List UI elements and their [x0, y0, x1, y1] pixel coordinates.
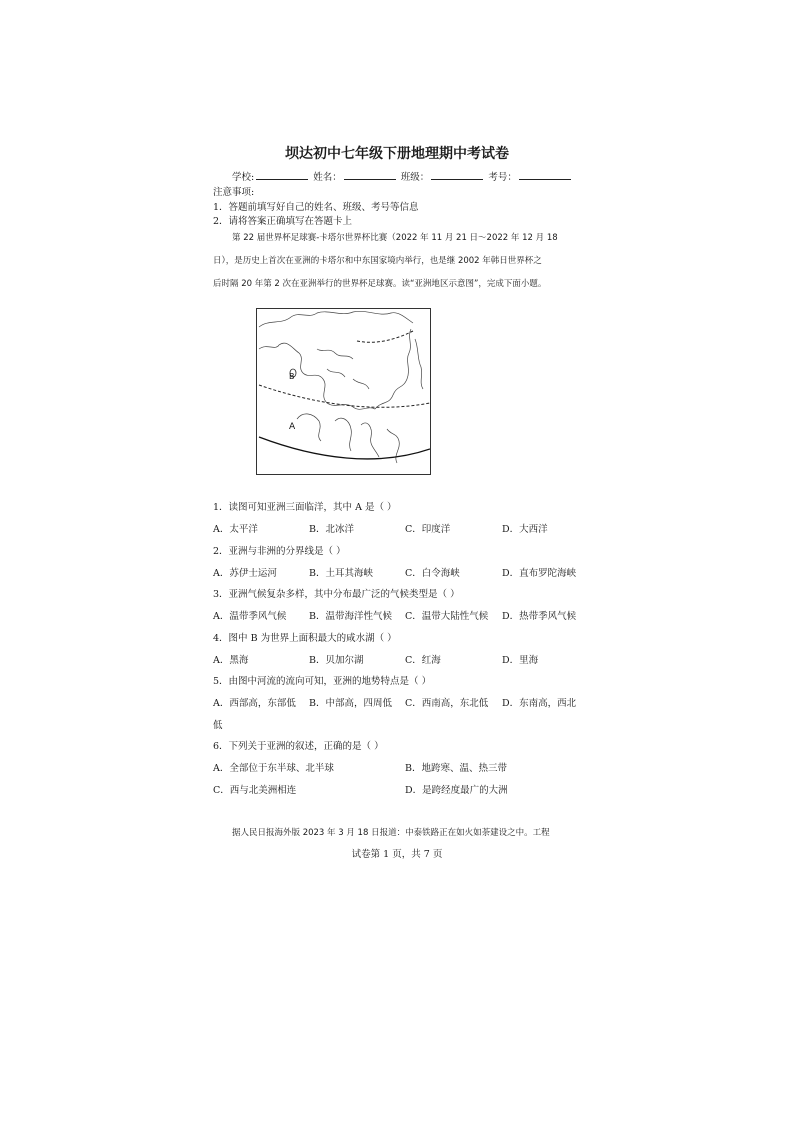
option-d[interactable]: D．大西洋 [502, 524, 548, 535]
option-d[interactable]: D．直布罗陀海峡 [502, 568, 577, 579]
note-item: 2．请将答案正确填写在答题卡上 [213, 216, 353, 227]
asia-map-drawing [257, 309, 430, 474]
exam-title: 坝达初中七年级下册地理期中考试卷 [285, 146, 509, 162]
option-d[interactable]: D．东南高，西北 [502, 698, 577, 709]
question-3-stem: 3．亚洲气候复杂多样，其中分布最广泛的气候类型是（ ） [213, 589, 460, 600]
eastern-coastline [375, 329, 411, 409]
option-c[interactable]: C．西南高，东北低 [405, 698, 489, 709]
river-line [353, 379, 369, 389]
arctic-coastline [259, 311, 413, 327]
river-line [317, 349, 353, 359]
option-a[interactable]: A．全部位于东半球、北半球 [213, 763, 334, 774]
tropic-line [259, 385, 430, 407]
option-a[interactable]: A．太平洋 [213, 524, 258, 535]
indochina-coast [361, 423, 379, 457]
option-d[interactable]: D．里海 [502, 655, 539, 666]
option-b[interactable]: B．土耳其海峡 [309, 568, 373, 579]
option-c[interactable]: C．红海 [405, 655, 441, 666]
arabia-coast [297, 414, 321, 441]
number-label: 考号： [488, 172, 517, 183]
kamchatka-coast [415, 339, 423, 389]
option-b[interactable]: B．温带海洋性气候 [309, 611, 392, 622]
intro-line: 后时隔 20 年第 2 次在亚洲举行的世界杯足球赛。读“亚洲地区示意图”，完成下面小题。 [213, 279, 547, 289]
class-blank[interactable] [431, 170, 483, 180]
notes-heading: 注意事项: [213, 187, 255, 198]
question-1-stem: 1．读图可知亚洲三面临洋，其中 A 是（ ） [213, 502, 397, 513]
question-5-stem: 5．由图中河流的流向可知，亚洲的地势特点是（ ） [213, 676, 432, 687]
option-c[interactable]: C．白令海峡 [405, 568, 460, 579]
option-c[interactable]: C．温带大陆性气候 [405, 611, 489, 622]
question-2-stem: 2．亚洲与非洲的分界线是（ ） [213, 546, 346, 557]
arctic-circle-line [357, 331, 413, 342]
option-c[interactable]: C．西与北美洲相连 [213, 785, 297, 796]
school-blank[interactable] [256, 170, 308, 180]
option-b[interactable]: B．北冰洋 [309, 524, 354, 535]
name-blank[interactable] [344, 170, 396, 180]
next-passage-line: 据人民日报海外版 2023 年 3 月 18 日报道：中泰铁路正在如火如荼建设之中。工程 [232, 828, 550, 838]
question-5-wrap: 低 [213, 720, 223, 731]
india-coast [335, 418, 351, 451]
note-item: 1．答题前填写好自己的姓名、班级、考号等信息 [213, 202, 419, 213]
intro-line: 第 22 届世界杯足球赛-卡塔尔世界杯比赛（2022 年 11 月 21 日～2022 年 12 月 18 [232, 233, 558, 243]
equator-line [259, 437, 430, 459]
option-a[interactable]: A．苏伊士运河 [213, 568, 277, 579]
option-c[interactable]: C．印度洋 [405, 524, 451, 535]
option-b[interactable]: B．贝加尔湖 [309, 655, 364, 666]
option-a[interactable]: A．黑海 [213, 655, 249, 666]
option-a[interactable]: A．温带季风气候 [213, 611, 287, 622]
option-a[interactable]: A．西部高，东部低 [213, 698, 296, 709]
map-label-b: B [289, 372, 295, 381]
western-coastline [259, 343, 375, 409]
river-line [327, 369, 345, 377]
page-footer: 试卷第 1 页，共 7 页 [351, 849, 443, 860]
number-blank[interactable] [519, 170, 571, 180]
intro-line: 日），是历史上首次在亚洲的卡塔尔和中东国家境内举行，也是继 2002 年韩日世界杯之 [213, 256, 542, 266]
asia-map-figure [256, 308, 431, 475]
option-b[interactable]: B．地跨寒、温、热三带 [405, 763, 507, 774]
option-d[interactable]: D．是跨经度最广的大洲 [405, 785, 508, 796]
question-6-stem: 6．下列关于亚洲的叙述，正确的是（ ） [213, 741, 384, 752]
question-4-stem: 4．图中 B 为世界上面积最大的咸水湖（ ） [213, 633, 397, 644]
school-label: 学校: [232, 172, 255, 183]
option-d[interactable]: D．热带季风气候 [502, 611, 577, 622]
student-info-line [232, 169, 573, 183]
map-label-a: A [289, 422, 296, 432]
class-label: 班级： [400, 172, 430, 183]
name-label: 姓名： [313, 172, 342, 183]
option-b[interactable]: B．中部高，四周低 [309, 698, 392, 709]
